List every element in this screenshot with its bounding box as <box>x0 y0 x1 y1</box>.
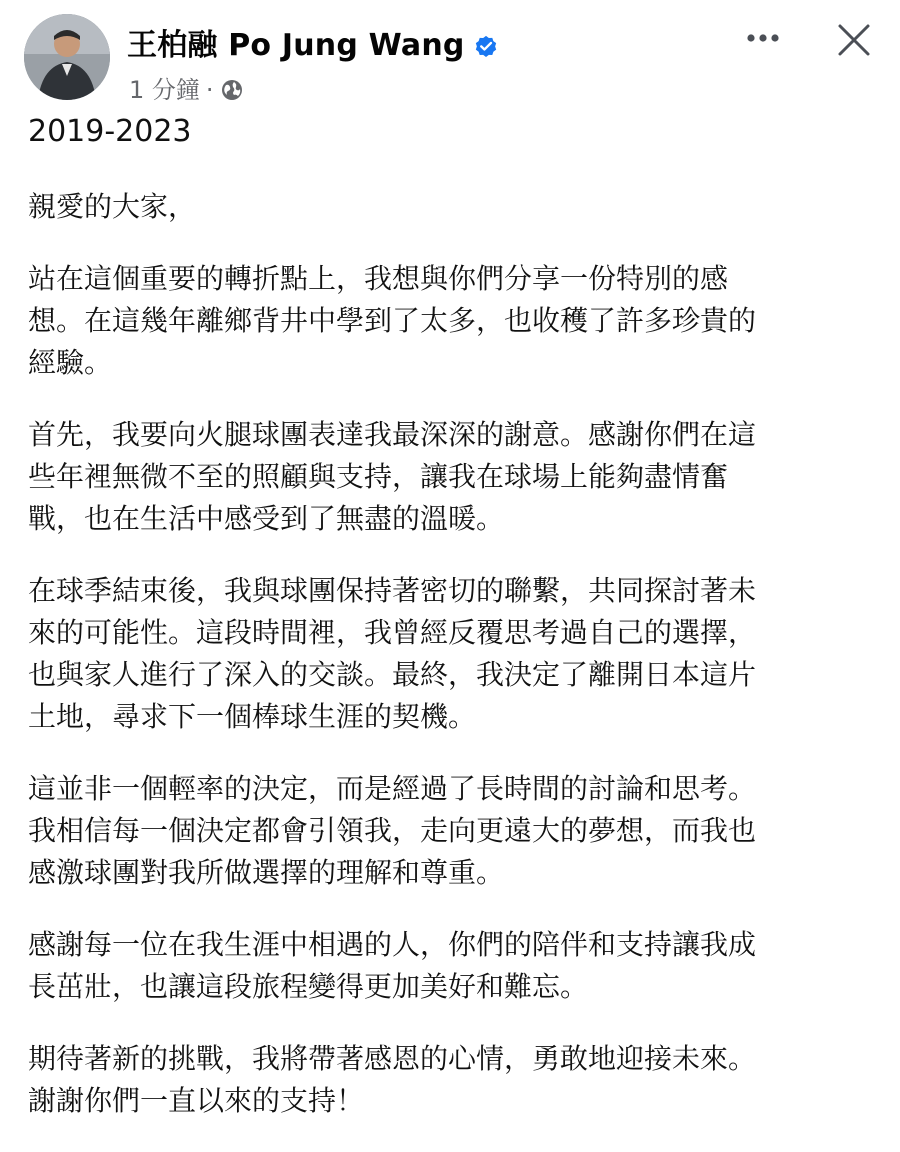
text-line: 這並非一個輕率的決定，而是經過了長時間的討論和思考。 <box>28 772 757 805</box>
close-icon <box>837 23 871 57</box>
post-paragraph-5 <box>28 924 878 1008</box>
post-paragraph-3 <box>28 570 878 738</box>
text-line: 站在這個重要的轉折點上，我想與你們分享一份特別的感 <box>28 262 729 295</box>
post-timestamp[interactable]: 1 分鐘 <box>129 76 200 104</box>
post-paragraph-6 <box>28 1038 878 1122</box>
text-line: 土地，尋求下一個棒球生涯的契機。 <box>28 700 477 733</box>
post-greeting: 親愛的大家， <box>28 190 197 223</box>
text-line: 謝謝你們一直以來的支持！ <box>28 1084 365 1117</box>
post-paragraph-1 <box>28 258 878 384</box>
text-line: 來的可能性。這段時間裡，我曾經反覆思考過自己的選擇， <box>28 616 757 649</box>
author-name-text: 王柏融 Po Jung Wang <box>127 28 465 63</box>
author-name[interactable] <box>127 20 499 67</box>
meta-separator: · <box>205 76 214 104</box>
text-line: 感謝每一位在我生涯中相遇的人，你們的陪伴和支持讓我成 <box>28 928 757 961</box>
text-line: 首先，我要向火腿球團表達我最深深的謝意。感謝你們在這 <box>28 418 757 451</box>
post-year-line: 2019-2023 <box>28 114 192 149</box>
globe-icon[interactable] <box>220 78 244 108</box>
avatar[interactable] <box>24 14 110 100</box>
text-line: 在球季結束後，我與球團保持著密切的聯繫，共同探討著未 <box>28 574 757 607</box>
more-options-icon <box>743 32 783 44</box>
text-line: 戰，也在生活中感受到了無盡的溫暖。 <box>28 502 505 535</box>
text-line: 期待著新的挑戰，我將帶著感恩的心情，勇敢地迎接未來。 <box>28 1042 757 1075</box>
text-line: 經驗。 <box>28 346 113 379</box>
more-options-button[interactable] <box>738 18 788 58</box>
text-line: 也與家人進行了深入的交談。最終，我決定了離開日本這片 <box>28 658 757 691</box>
post-meta <box>129 70 244 108</box>
post-body <box>28 112 878 1152</box>
text-line: 想。在這幾年離鄉背井中學到了太多，也收穫了許多珍貴的 <box>28 304 757 337</box>
post-header <box>0 0 900 112</box>
close-button[interactable] <box>826 12 882 68</box>
text-line: 感激球團對我所做選擇的理解和尊重。 <box>28 856 505 889</box>
post-paragraph-4 <box>28 768 878 894</box>
text-line: 些年裡無微不至的照顧與支持，讓我在球場上能夠盡情奮 <box>28 460 729 493</box>
text-line: 長茁壯，也讓這段旅程變得更加美好和難忘。 <box>28 970 589 1003</box>
text-line: 我相信每一個決定都會引領我，走向更遠大的夢想，而我也 <box>28 814 757 847</box>
post-paragraph-2 <box>28 414 878 540</box>
verified-badge-icon <box>473 32 499 67</box>
